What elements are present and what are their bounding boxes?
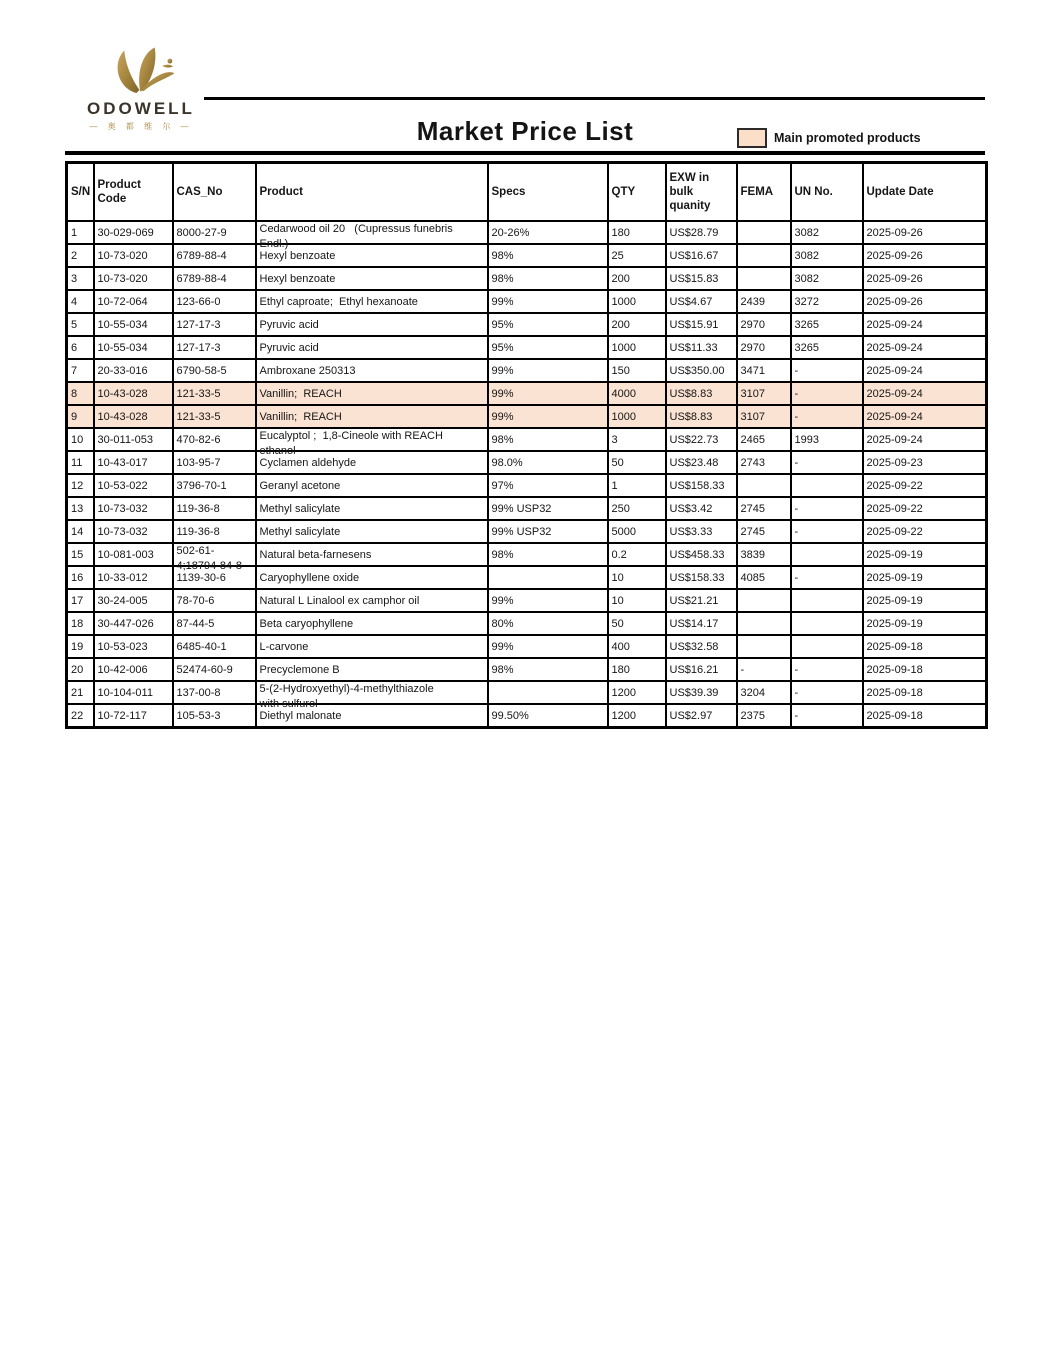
cell-date: 2025-09-26 xyxy=(863,290,987,313)
cell-sn: 9 xyxy=(67,405,94,428)
cell-date: 2025-09-18 xyxy=(863,704,987,728)
cell-product_code: 10-72-117 xyxy=(94,704,173,728)
cell-qty: 4000 xyxy=(608,382,666,405)
cell-sn: 13 xyxy=(67,497,94,520)
cell-sn: 19 xyxy=(67,635,94,658)
cell-fema: 3471 xyxy=(737,359,791,382)
cell-exw: US$14.17 xyxy=(666,612,737,635)
cell-date: 2025-09-24 xyxy=(863,359,987,382)
cell-specs: 95% xyxy=(488,313,608,336)
cell-product_code: 30-24-005 xyxy=(94,589,173,612)
cell-sn: 2 xyxy=(67,244,94,267)
cell-date: 2025-09-18 xyxy=(863,635,987,658)
cell-product_code: 10-72-064 xyxy=(94,290,173,313)
cell-exw: US$23.48 xyxy=(666,451,737,474)
cell-specs xyxy=(488,566,608,589)
cell-un: - xyxy=(791,520,863,543)
cell-cas: 6790-58-5 xyxy=(173,359,256,382)
cell-exw: US$350.00 xyxy=(666,359,737,382)
cell-fema: 3107 xyxy=(737,405,791,428)
cell-exw: US$16.21 xyxy=(666,658,737,681)
cell-sn: 7 xyxy=(67,359,94,382)
cell-sn: 10 xyxy=(67,428,94,451)
cell-exw: US$15.83 xyxy=(666,267,737,290)
cell-exw: US$16.67 xyxy=(666,244,737,267)
cell-qty: 1200 xyxy=(608,704,666,728)
cell-cas: 123-66-0 xyxy=(173,290,256,313)
cell-qty: 180 xyxy=(608,221,666,244)
cell-cas: 119-36-8 xyxy=(173,520,256,543)
table-row xyxy=(67,520,987,543)
cell-product: Geranyl acetone xyxy=(256,474,488,497)
cell-sn: 5 xyxy=(67,313,94,336)
brand-chinese-text: — 奥 都 维 尔 — xyxy=(89,122,193,131)
cell-fema xyxy=(737,635,791,658)
cell-fema xyxy=(737,267,791,290)
cell-un: - xyxy=(791,405,863,428)
cell-fema xyxy=(737,474,791,497)
cell-product: L-carvone xyxy=(256,635,488,658)
cell-fema: 2745 xyxy=(737,497,791,520)
table-row xyxy=(67,336,987,359)
cell-product_code: 10-55-034 xyxy=(94,336,173,359)
cell-product: Natural beta-farnesens xyxy=(256,543,488,566)
cell-date: 2025-09-24 xyxy=(863,382,987,405)
cell-date: 2025-09-26 xyxy=(863,221,987,244)
cell-product: Cyclamen aldehyde xyxy=(256,451,488,474)
cell-product: Ethyl caproate; Ethyl hexanoate xyxy=(256,290,488,313)
cell-specs xyxy=(488,681,608,704)
cell-fema xyxy=(737,612,791,635)
cell-date: 2025-09-26 xyxy=(863,244,987,267)
cell-fema: 2465 xyxy=(737,428,791,451)
cell-cas: 121-33-5 xyxy=(173,405,256,428)
cell-fema: 3839 xyxy=(737,543,791,566)
cell-date: 2025-09-24 xyxy=(863,428,987,451)
cell-qty: 10 xyxy=(608,566,666,589)
cell-fema: 2439 xyxy=(737,290,791,313)
brand-text: ODOWELL xyxy=(87,99,195,118)
cell-product_code: 10-53-023 xyxy=(94,635,173,658)
cell-product: Methyl salicylate xyxy=(256,497,488,520)
cell-cas: 121-33-5 xyxy=(173,382,256,405)
col-header-product_code: Product Code xyxy=(94,163,173,222)
cell-specs: 80% xyxy=(488,612,608,635)
cell-specs: 95% xyxy=(488,336,608,359)
cell-un xyxy=(791,474,863,497)
cell-specs: 98% xyxy=(488,267,608,290)
table-row xyxy=(67,359,987,382)
table-row xyxy=(67,313,987,336)
cell-product_code: 10-53-022 xyxy=(94,474,173,497)
col-header-date: Update Date xyxy=(863,163,987,222)
cell-cas: 502-61- 4;18794-84-8 xyxy=(173,543,256,566)
table-row xyxy=(67,221,987,244)
cell-product: Cedarwood oil 20 (Cupressus funebris Endl.) xyxy=(256,221,488,244)
page-title: Market Price List xyxy=(416,116,634,146)
cell-exw: US$158.33 xyxy=(666,474,737,497)
cell-specs: 99% USP32 xyxy=(488,497,608,520)
legend-label: Main promoted products xyxy=(774,131,921,145)
cell-sn: 16 xyxy=(67,566,94,589)
cell-product: Vanillin; REACH xyxy=(256,382,488,405)
cell-qty: 1000 xyxy=(608,405,666,428)
cell-specs: 98% xyxy=(488,244,608,267)
cell-qty: 1 xyxy=(608,474,666,497)
price-table xyxy=(65,161,988,729)
cell-qty: 0.2 xyxy=(608,543,666,566)
cell-exw: US$8.83 xyxy=(666,405,737,428)
table-row xyxy=(67,704,987,728)
table-row xyxy=(67,612,987,635)
cell-date: 2025-09-23 xyxy=(863,451,987,474)
cell-exw: US$32.58 xyxy=(666,635,737,658)
cell-qty: 3 xyxy=(608,428,666,451)
cell-product_code: 10-104-011 xyxy=(94,681,173,704)
table-row xyxy=(67,589,987,612)
cell-date: 2025-09-22 xyxy=(863,520,987,543)
cell-exw: US$28.79 xyxy=(666,221,737,244)
cell-qty: 10 xyxy=(608,589,666,612)
cell-sn: 4 xyxy=(67,290,94,313)
cell-sn: 17 xyxy=(67,589,94,612)
cell-un: 3082 xyxy=(791,244,863,267)
cell-product: Hexyl benzoate xyxy=(256,267,488,290)
table-row xyxy=(67,290,987,313)
cell-date: 2025-09-26 xyxy=(863,267,987,290)
cell-un: - xyxy=(791,359,863,382)
cell-cas: 127-17-3 xyxy=(173,313,256,336)
cell-qty: 5000 xyxy=(608,520,666,543)
table-row xyxy=(67,428,987,451)
cell-qty: 180 xyxy=(608,658,666,681)
cell-product: Eucalyptol ; 1,8-Cineole with REACH ethanol xyxy=(256,428,488,451)
cell-cas: 470-82-6 xyxy=(173,428,256,451)
cell-cas: 105-53-3 xyxy=(173,704,256,728)
cell-un: - xyxy=(791,497,863,520)
cell-product_code: 10-081-003 xyxy=(94,543,173,566)
table-row xyxy=(67,267,987,290)
cell-fema: 2970 xyxy=(737,313,791,336)
cell-product_code: 10-55-034 xyxy=(94,313,173,336)
cell-product: Diethyl malonate xyxy=(256,704,488,728)
cell-sn: 18 xyxy=(67,612,94,635)
cell-product: Hexyl benzoate xyxy=(256,244,488,267)
flower-logo-icon xyxy=(103,44,179,98)
cell-cas: 137-00-8 xyxy=(173,681,256,704)
cell-fema xyxy=(737,244,791,267)
cell-un: 1993 xyxy=(791,428,863,451)
cell-product_code: 10-73-020 xyxy=(94,244,173,267)
cell-un: - xyxy=(791,566,863,589)
cell-un xyxy=(791,589,863,612)
cell-un: - xyxy=(791,681,863,704)
cell-sn: 3 xyxy=(67,267,94,290)
cell-exw: US$21.21 xyxy=(666,589,737,612)
cell-product_code: 10-73-032 xyxy=(94,497,173,520)
cell-un: 3272 xyxy=(791,290,863,313)
cell-specs: 99% xyxy=(488,635,608,658)
legend xyxy=(737,128,921,148)
cell-exw: US$39.39 xyxy=(666,681,737,704)
cell-sn: 15 xyxy=(67,543,94,566)
cell-un: 3265 xyxy=(791,336,863,359)
cell-sn: 1 xyxy=(67,221,94,244)
col-header-cas: CAS_No xyxy=(173,163,256,222)
col-header-un: UN No. xyxy=(791,163,863,222)
cell-date: 2025-09-18 xyxy=(863,681,987,704)
cell-fema: - xyxy=(737,658,791,681)
cell-date: 2025-09-19 xyxy=(863,612,987,635)
cell-qty: 1200 xyxy=(608,681,666,704)
table-row xyxy=(67,543,987,566)
col-header-fema: FEMA xyxy=(737,163,791,222)
cell-qty: 400 xyxy=(608,635,666,658)
top-rule xyxy=(204,97,985,100)
cell-fema: 2970 xyxy=(737,336,791,359)
cell-sn: 12 xyxy=(67,474,94,497)
cell-exw: US$3.42 xyxy=(666,497,737,520)
cell-date: 2025-09-19 xyxy=(863,566,987,589)
cell-exw: US$458.33 xyxy=(666,543,737,566)
cell-un xyxy=(791,612,863,635)
cell-sn: 11 xyxy=(67,451,94,474)
cell-qty: 250 xyxy=(608,497,666,520)
cell-specs: 99% xyxy=(488,382,608,405)
table-row xyxy=(67,244,987,267)
cell-un xyxy=(791,635,863,658)
cell-date: 2025-09-22 xyxy=(863,474,987,497)
cell-fema: 2375 xyxy=(737,704,791,728)
cell-sn: 8 xyxy=(67,382,94,405)
cell-cas: 6789-88-4 xyxy=(173,267,256,290)
table-row xyxy=(67,681,987,704)
col-header-qty: QTY xyxy=(608,163,666,222)
cell-un: - xyxy=(791,658,863,681)
cell-sn: 14 xyxy=(67,520,94,543)
cell-cas: 8000-27-9 xyxy=(173,221,256,244)
cell-date: 2025-09-24 xyxy=(863,313,987,336)
col-header-product: Product xyxy=(256,163,488,222)
cell-fema: 3204 xyxy=(737,681,791,704)
table-row xyxy=(67,635,987,658)
cell-specs: 99% USP32 xyxy=(488,520,608,543)
cell-specs: 99% xyxy=(488,290,608,313)
cell-fema xyxy=(737,221,791,244)
cell-cas: 87-44-5 xyxy=(173,612,256,635)
title-rule xyxy=(65,151,985,155)
cell-product: Beta caryophyllene xyxy=(256,612,488,635)
cell-date: 2025-09-22 xyxy=(863,497,987,520)
cell-product_code: 10-43-028 xyxy=(94,382,173,405)
table-row xyxy=(67,382,987,405)
cell-cas: 1139-30-6 xyxy=(173,566,256,589)
cell-specs: 99.50% xyxy=(488,704,608,728)
cell-qty: 150 xyxy=(608,359,666,382)
cell-specs: 98% xyxy=(488,428,608,451)
cell-specs: 20-26% xyxy=(488,221,608,244)
cell-product_code: 10-33-012 xyxy=(94,566,173,589)
cell-qty: 50 xyxy=(608,612,666,635)
cell-date: 2025-09-18 xyxy=(863,658,987,681)
cell-product_code: 30-029-069 xyxy=(94,221,173,244)
cell-exw: US$3.33 xyxy=(666,520,737,543)
cell-product_code: 10-43-017 xyxy=(94,451,173,474)
cell-product: 5-(2-Hydroxyethyl)-4-methylthiazole with sulfurol xyxy=(256,681,488,704)
cell-specs: 98% xyxy=(488,543,608,566)
table-row xyxy=(67,451,987,474)
cell-product_code: 30-447-026 xyxy=(94,612,173,635)
cell-un: 3082 xyxy=(791,267,863,290)
cell-un: - xyxy=(791,382,863,405)
cell-un: - xyxy=(791,704,863,728)
cell-un: - xyxy=(791,451,863,474)
cell-sn: 20 xyxy=(67,658,94,681)
cell-date: 2025-09-19 xyxy=(863,543,987,566)
cell-qty: 1000 xyxy=(608,290,666,313)
cell-sn: 22 xyxy=(67,704,94,728)
cell-cas: 6485-40-1 xyxy=(173,635,256,658)
cell-product: Vanillin; REACH xyxy=(256,405,488,428)
cell-product_code: 10-73-032 xyxy=(94,520,173,543)
table-row xyxy=(67,405,987,428)
cell-product_code: 20-33-016 xyxy=(94,359,173,382)
cell-fema: 2745 xyxy=(737,520,791,543)
cell-fema: 2743 xyxy=(737,451,791,474)
cell-product: Caryophyllene oxide xyxy=(256,566,488,589)
table-header xyxy=(67,163,987,222)
cell-cas: 103-95-7 xyxy=(173,451,256,474)
cell-cas: 119-36-8 xyxy=(173,497,256,520)
cell-specs: 98.0% xyxy=(488,451,608,474)
cell-product_code: 10-42-006 xyxy=(94,658,173,681)
cell-exw: US$8.83 xyxy=(666,382,737,405)
cell-product_code: 10-43-028 xyxy=(94,405,173,428)
cell-cas: 52474-60-9 xyxy=(173,658,256,681)
cell-exw: US$11.33 xyxy=(666,336,737,359)
cell-specs: 98% xyxy=(488,658,608,681)
cell-product_code: 30-011-053 xyxy=(94,428,173,451)
cell-exw: US$15.91 xyxy=(666,313,737,336)
col-header-specs: Specs xyxy=(488,163,608,222)
cell-product: Natural L Linalool ex camphor oil xyxy=(256,589,488,612)
table-row xyxy=(67,658,987,681)
cell-product: Pyruvic acid xyxy=(256,336,488,359)
cell-specs: 99% xyxy=(488,359,608,382)
cell-cas: 6789-88-4 xyxy=(173,244,256,267)
col-header-exw: EXW in bulk quanity xyxy=(666,163,737,222)
cell-product: Methyl salicylate xyxy=(256,520,488,543)
cell-qty: 50 xyxy=(608,451,666,474)
legend-swatch xyxy=(737,128,767,148)
cell-fema xyxy=(737,589,791,612)
cell-qty: 200 xyxy=(608,313,666,336)
table-row xyxy=(67,474,987,497)
cell-un: 3082 xyxy=(791,221,863,244)
cell-specs: 99% xyxy=(488,405,608,428)
cell-sn: 21 xyxy=(67,681,94,704)
cell-cas: 78-70-6 xyxy=(173,589,256,612)
cell-sn: 6 xyxy=(67,336,94,359)
cell-specs: 99% xyxy=(488,589,608,612)
cell-un xyxy=(791,543,863,566)
cell-specs: 97% xyxy=(488,474,608,497)
cell-product: Precyclemone B xyxy=(256,658,488,681)
cell-date: 2025-09-24 xyxy=(863,405,987,428)
cell-fema: 3107 xyxy=(737,382,791,405)
cell-date: 2025-09-24 xyxy=(863,336,987,359)
cell-exw: US$158.33 xyxy=(666,566,737,589)
cell-exw: US$2.97 xyxy=(666,704,737,728)
cell-un: 3265 xyxy=(791,313,863,336)
cell-qty: 1000 xyxy=(608,336,666,359)
col-header-sn: S/N xyxy=(67,163,94,222)
cell-cas: 3796-70-1 xyxy=(173,474,256,497)
table-body xyxy=(67,221,987,728)
cell-exw: US$4.67 xyxy=(666,290,737,313)
cell-cas: 127-17-3 xyxy=(173,336,256,359)
cell-qty: 200 xyxy=(608,267,666,290)
cell-date: 2025-09-19 xyxy=(863,589,987,612)
cell-product: Ambroxane 250313 xyxy=(256,359,488,382)
table-row xyxy=(67,497,987,520)
cell-exw: US$22.73 xyxy=(666,428,737,451)
cell-qty: 25 xyxy=(608,244,666,267)
cell-fema: 4085 xyxy=(737,566,791,589)
cell-product_code: 10-73-020 xyxy=(94,267,173,290)
cell-product: Pyruvic acid xyxy=(256,313,488,336)
